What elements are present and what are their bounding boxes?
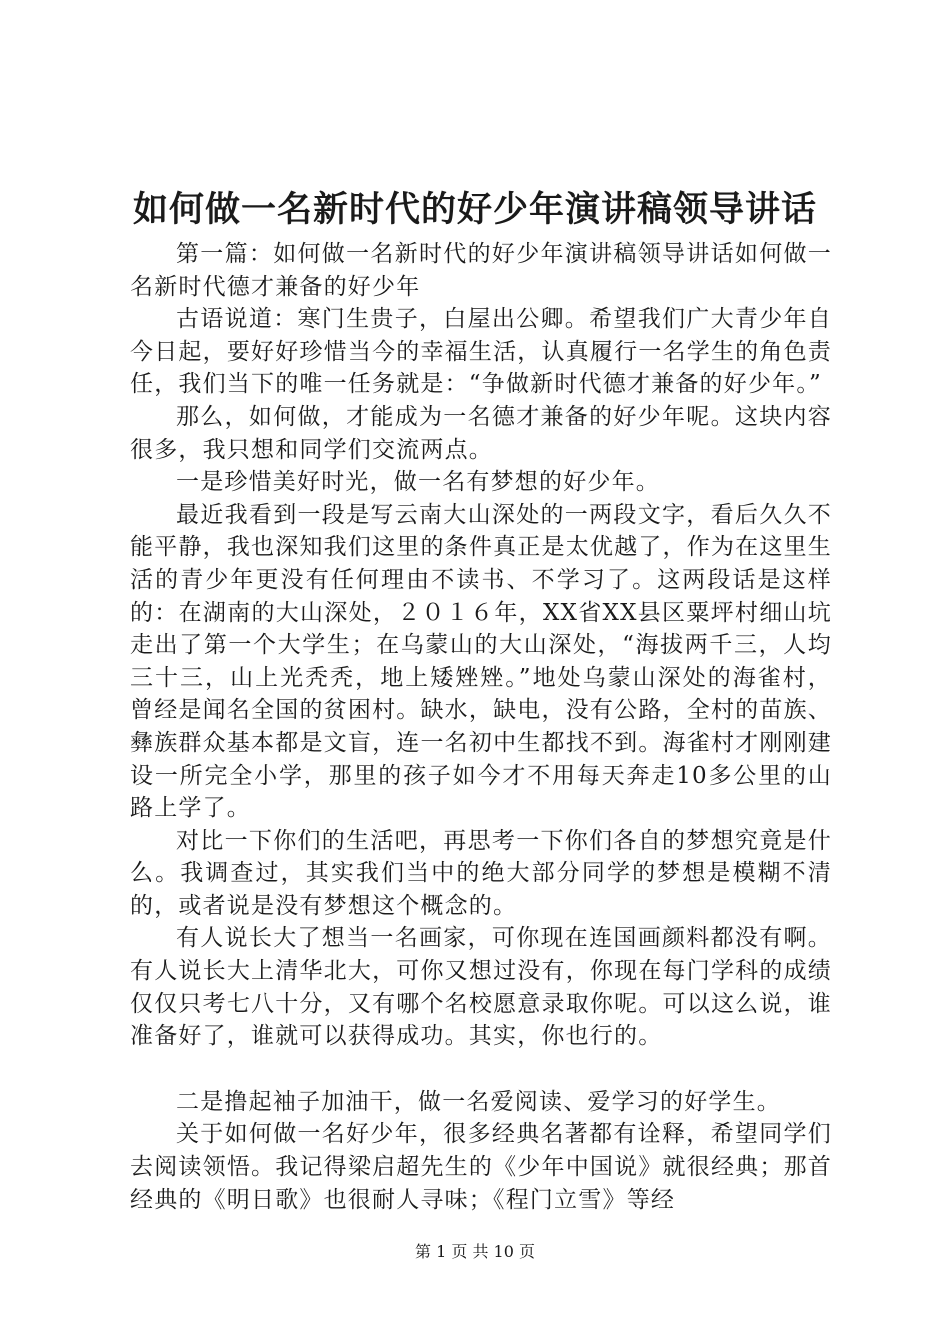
paragraph: 第一篇：如何做一名新时代的好少年演讲稿领导讲话如何做一名新时代德才兼备的好少年	[130, 241, 832, 300]
paragraph: 有人说长大了想当一名画家，可你现在连国画颜料都没有啊。有人说长大上清华北大，可你又想过没有，你现在每门学科的成绩仅仅只考七八十分，又有哪个名校愿意录取你呢。可以这么说，谁准备好了，谁就可以获得成功。其实，你也行的。	[130, 925, 832, 1050]
paragraph: 对比一下你们的生活吧，再思考一下你们各自的梦想究竟是什么。我调查过，其实我们当中的绝大部分同学的梦想是模糊不清的，或者说是没有梦想这个概念的。	[130, 827, 832, 919]
paragraph: 那么，如何做，才能成为一名德才兼备的好少年呢。这块内容很多，我只想和同学们交流两点。	[130, 403, 832, 463]
paragraph: 二是撸起袖子加油干，做一名爱阅读、爱学习的好学生。	[176, 1088, 781, 1115]
paragraph: 古语说道：寒门生贵子，白屋出公卿。希望我们广大青少年自今日起，要好好珍惜当今的幸福生活，认真履行一名学生的角色责任，我们当下的唯一任务就是：“争做新时代德才兼备的好少年。”	[130, 306, 832, 398]
document-body	[130, 238, 832, 1216]
page-footer: 第 1 页 共 10 页	[415, 1242, 535, 1261]
paragraph-gap	[130, 1053, 832, 1086]
paragraph: 一是珍惜美好时光，做一名有梦想的好少年。	[176, 469, 660, 496]
paragraph: 最近我看到一段是写云南大山深处的一两段文字，看后久久不能平静，我也深知我们这里的条件真正是太优越了，作为在这里生活的青少年更没有任何理由不读书、不学习了。这两段话是这样的：在湖南的大山深处，２０１６年，XX省XX县区粟坪村细山坑走出了第一个大学生；在乌蒙山的大山深处，“海拔两千三，人均三十三，山上光秃秃，地上矮矬矬。”地处乌蒙山深处的海雀村，曾经是闻名全国的贫困村。缺水，缺电，没有公路，全村的苗族、彝族群众基本都是文盲，连一名初中生都找不到。海雀村才刚刚建设一所完全小学，那里的孩子如今才不用每天奔走10多公里的山路上学了。	[130, 501, 832, 822]
document-title: 如何做一名新时代的好少年演讲稿领导讲话	[132, 189, 817, 230]
paragraph: 关于如何做一名好少年，很多经典名著都有诠释，希望同学们去阅读领悟。我记得梁启超先生的《少年中国说》就很经典；那首经典的《明日歌》也很耐人寻味；《程门立雪》等经	[130, 1121, 832, 1213]
